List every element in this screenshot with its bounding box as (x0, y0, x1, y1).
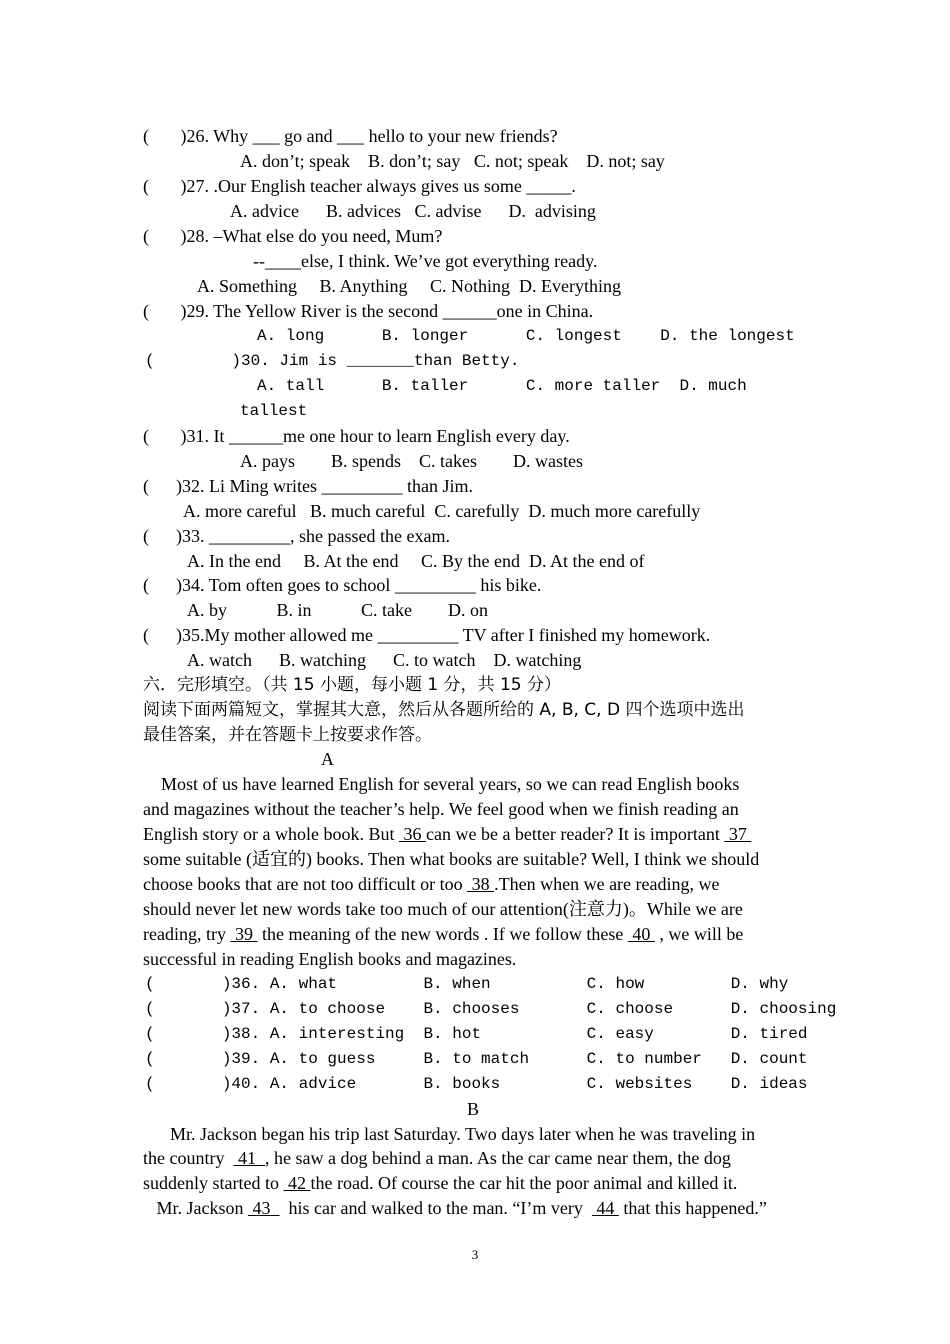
section-instructions-1: 阅读下面两篇短文，掌握其大意，然后从各题所给的 A, B, C, D 四个选项中选出 (143, 700, 745, 720)
question-27: ( )27. .Our English teacher always gives us some _____. (143, 176, 576, 196)
passage-b-line (143, 1196, 767, 1221)
blank-42: 42 (283, 1173, 311, 1193)
question-34: ( )34. Tom often goes to school _________ his bike. (143, 575, 542, 595)
passage-a-line (143, 922, 743, 947)
blank-36: 36 (398, 824, 426, 844)
passage-a-line: Most of us have learned English for several years, so we can read English books (143, 774, 740, 794)
question-28: ( )28. –What else do you need, Mum? (143, 226, 443, 246)
passage-b-text: his car and walked to the man. “I’m very (279, 1198, 592, 1218)
question-28-options: A. Something B. Anything C. Nothing D. Everything (197, 276, 622, 296)
blank-43: 43 (248, 1198, 280, 1218)
passage-b-text: that this happened.” (618, 1198, 767, 1218)
passage-b-line (143, 1171, 737, 1196)
passage-b-label: B (467, 1099, 480, 1119)
cloze-question-39: ( )39. A. to guess B. to match C. to number D. count (145, 1050, 808, 1068)
page-number: 3 (471, 1247, 479, 1262)
blank-40: 40 (627, 924, 655, 944)
cloze-question-36: ( )36. A. what B. when C. how D. why (145, 975, 789, 993)
cloze-question-38: ( )38. A. interesting B. hot C. easy D. tired (145, 1025, 808, 1043)
passage-b-text: the road. Of course the car hit the poor animal and killed it. (310, 1173, 738, 1193)
question-31-options: A. pays B. spends C. takes D. wastes (240, 451, 583, 471)
section-heading: 六．完形填空。（共 15 小题，每小题 1 分，共 15 分） (143, 675, 562, 695)
cloze-question-40: ( )40. A. advice B. books C. websites D. ideas (145, 1075, 808, 1093)
passage-a-text: , we will be (654, 924, 744, 944)
question-31: ( )31. It ______me one hour to learn English every day. (143, 426, 570, 446)
question-30-options: A. tall B. taller C. more taller D. much (257, 377, 747, 395)
blank-39: 39 (230, 924, 258, 944)
question-32-options: A. more careful B. much careful C. carefully D. much more carefully (183, 501, 701, 521)
passage-b-line (143, 1146, 731, 1171)
passage-b-text: the country (143, 1148, 234, 1168)
question-30: ( )30. Jim is _______than Betty. (145, 352, 520, 370)
question-34-options: A. by B. in C. take D. on (187, 600, 488, 620)
question-26: ( )26. Why ___ go and ___ hello to your new friends? (143, 126, 558, 146)
section-instructions-2: 最佳答案，并在答题卡上按要求作答。 (143, 725, 432, 745)
passage-a-text: choose books that are not too difficult or too (143, 874, 468, 894)
question-33-options: A. In the end B. At the end C. By the end D. At the end of (187, 551, 645, 571)
blank-44: 44 (591, 1198, 619, 1218)
blank-37: 37 (724, 824, 752, 844)
question-30-options-cont: tallest (240, 402, 308, 420)
passage-a-text: can we be a better reader? It is important (425, 824, 725, 844)
passage-b-text: Mr. Jackson (143, 1198, 248, 1218)
blank-41: 41 (233, 1148, 265, 1168)
question-29-options: A. long B. longer C. longest D. the longest (257, 327, 795, 345)
question-26-options: A. don’t; speak B. don’t; say C. not; speak D. not; say (240, 151, 665, 171)
question-35: ( )35.My mother allowed me _________ TV after I finished my homework. (143, 625, 711, 645)
blank-38: 38 (467, 874, 495, 894)
passage-a-line (143, 822, 751, 847)
question-28-reply: --____else, I think. We’ve got everything ready. (253, 251, 598, 271)
passage-b-line: Mr. Jackson began his trip last Saturday. Two days later when he was traveling in (143, 1124, 756, 1144)
passage-a-label: A (321, 749, 334, 769)
passage-a-text: English story or a whole book. But (143, 824, 399, 844)
passage-a-line: successful in reading English books and magazines. (143, 949, 517, 969)
passage-b-text: suddenly started to (143, 1173, 284, 1193)
question-29: ( )29. The Yellow River is the second ______one in China. (143, 301, 594, 321)
passage-a-line (143, 872, 720, 897)
passage-a-line: some suitable (适宜的) books. Then what books are suitable? Well, I think we should (143, 849, 760, 869)
question-33: ( )33. _________, she passed the exam. (143, 526, 450, 546)
cloze-question-37: ( )37. A. to choose B. chooses C. choose D. choosing (145, 1000, 837, 1018)
passage-b-text: , he saw a dog behind a man. As the car came near them, the dog (264, 1148, 731, 1168)
passage-a-line: should never let new words take too much of our attention(注意力)。While we are (143, 899, 743, 919)
passage-a-text: the meaning of the new words . If we follow these (257, 924, 628, 944)
passage-a-text: reading, try (143, 924, 231, 944)
question-35-options: A. watch B. watching C. to watch D. watching (187, 650, 582, 670)
question-32: ( )32. Li Ming writes _________ than Jim. (143, 476, 473, 496)
passage-a-line: and magazines without the teacher’s help. We feel good when we finish reading an (143, 799, 739, 819)
passage-a-text: .Then when we are reading, we (494, 874, 720, 894)
question-27-options: A. advice B. advices C. advise D. advising (230, 201, 596, 221)
